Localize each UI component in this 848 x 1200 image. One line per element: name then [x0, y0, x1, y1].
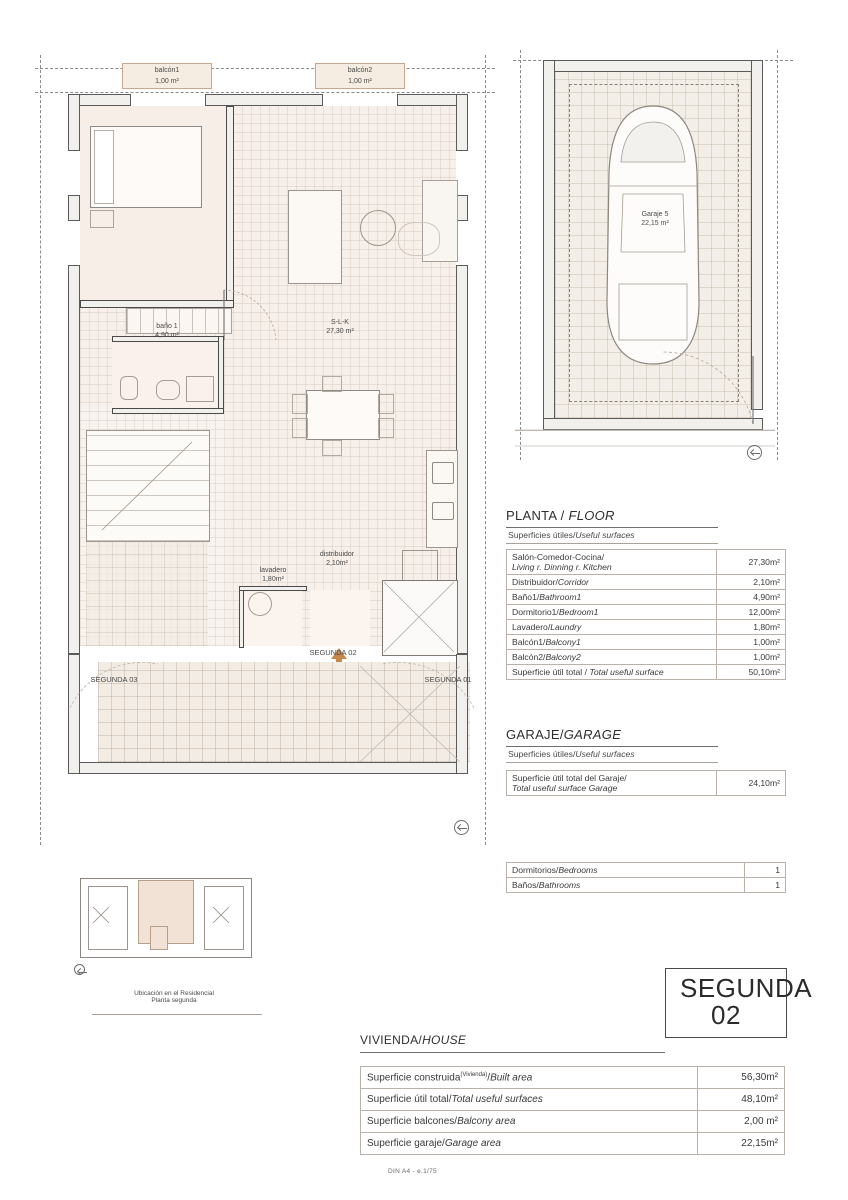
nightstand-left: [90, 210, 114, 228]
row-label-en: Total useful surface: [589, 667, 664, 677]
floor-surfaces-table: [506, 549, 786, 680]
floor-table-subtitle: [508, 530, 635, 540]
row-label-es-tail: /: [487, 1072, 491, 1084]
bathroom-1-name: baño 1: [156, 323, 178, 330]
room-counts-table: [506, 862, 786, 893]
floor-title-rule: [506, 527, 718, 528]
laundry-label: [236, 566, 310, 584]
house-title-rule: [360, 1052, 665, 1053]
table-row: [507, 650, 786, 665]
exterior-wall-top: [68, 94, 468, 106]
row-label-es-small: (Vivienda): [460, 1072, 488, 1078]
row-unit: m²: [766, 1116, 778, 1128]
balcony-2-name: balcón2: [347, 67, 373, 74]
row-label-es: Superficie balcones/: [367, 1116, 458, 1128]
bedroom-partition-right: [226, 106, 234, 306]
floor-table-title: PLANTA / FLOOR: [506, 508, 615, 523]
row-label-en: Corridor: [557, 577, 589, 587]
balcony-door-2: [322, 94, 398, 106]
floor-title-es: PLANTA: [506, 508, 557, 523]
row-label-es: Salón-Comedor-Cocina/: [512, 552, 605, 562]
dining-chair-6: [322, 440, 342, 456]
garage-area: 22,15 m²: [641, 220, 669, 227]
row-label-en: Bedrooms: [558, 865, 598, 875]
slk-name: S-L-K: [331, 319, 349, 326]
garage-subtitle-rule: [506, 762, 718, 763]
house-table-title: [360, 1033, 466, 1047]
row-value: 2,00: [744, 1116, 767, 1128]
table-row: [361, 1089, 785, 1111]
bed-pillow: [94, 130, 114, 204]
corridor-area: [310, 590, 370, 646]
unit-marker-segunda-03: SEGUNDA 03: [90, 675, 138, 684]
balcony-2-area: 1,00 m²: [348, 78, 372, 85]
garage-door-swing: [655, 350, 755, 426]
keyplan: [70, 872, 260, 962]
row-unit: m²: [766, 1138, 778, 1150]
laundry-wall-left: [239, 586, 244, 648]
garage-wall-top: [543, 60, 763, 72]
row-value: 12,00: [748, 607, 770, 617]
table-row: [507, 575, 786, 590]
lift-cross: [382, 580, 456, 654]
balcony-1-area: 1,00 m²: [155, 78, 179, 85]
floorplan-drawing: [30, 50, 500, 850]
row-label-es: Superficie útil total/: [367, 1094, 452, 1106]
floor-title-en: FLOOR: [568, 508, 615, 523]
unit-marker-segunda-01: SEGUNDA 01: [424, 675, 472, 684]
row-label-en: Garage area: [444, 1138, 501, 1150]
bathroom-wall-bottom: [112, 408, 224, 414]
sofa: [288, 190, 342, 284]
garage-label: [610, 210, 700, 228]
laundry-area: 1,80m²: [262, 576, 284, 583]
row-unit: m²: [766, 1072, 778, 1084]
slk-label: [300, 318, 380, 336]
row-label-en: Total useful surface Garage: [512, 783, 618, 793]
window-left-2: [68, 220, 80, 266]
balcony-1-name: balcón1: [154, 67, 180, 74]
garage-title-es: GARAJE/: [506, 727, 564, 742]
slk-area: 27,30 m²: [326, 328, 354, 335]
row-unit: m²: [769, 577, 780, 587]
garage-table-title: [506, 727, 621, 742]
garage-title-rule: [506, 746, 718, 747]
dining-chair-2: [292, 418, 308, 438]
table-row: [507, 620, 786, 635]
row-label-es: Baño1/: [512, 592, 540, 602]
row-label-en: Laundry: [550, 622, 582, 632]
garage-drawing: [505, 50, 805, 470]
balcony-1: [122, 63, 212, 89]
row-unit: m²: [769, 778, 780, 788]
north-arrow-floorplan: [454, 820, 469, 835]
landing-tiling: [86, 542, 208, 646]
row-label-es: Baños/: [512, 880, 539, 890]
window-left-1: [68, 150, 80, 196]
keyplan-cross-left: [92, 906, 110, 924]
row-value: 56,30: [741, 1072, 767, 1084]
unit-badge-line2: 02: [711, 1000, 741, 1030]
dining-chair-5: [322, 376, 342, 392]
coffee-table: [360, 210, 396, 246]
keyplan-caption-line2: Planta segunda: [151, 997, 197, 1004]
row-label-es: Lavadero/: [512, 622, 551, 632]
row-label-en: Bathrooms: [538, 880, 581, 890]
row-label-en: Balcony2: [545, 652, 581, 662]
corridor-label: [292, 550, 382, 568]
terrace-wall-bottom: [68, 762, 468, 774]
row-unit: m²: [769, 622, 780, 632]
floor-subtitle-en: Useful surfaces: [575, 530, 635, 540]
north-arrow-garage: [747, 445, 762, 460]
row-label-es: Balcón1/: [512, 637, 546, 647]
floor-subtitle-rule: [506, 543, 718, 544]
row-label-es: Dormitorio1/: [512, 607, 559, 617]
table-row: [361, 1111, 785, 1133]
row-label-en: Living r. Dinning r. Kitchen: [512, 562, 612, 572]
keyplan-cross-right: [212, 906, 230, 924]
neighbour-arc-right: [378, 660, 474, 708]
row-label-es: Dormitorios/: [512, 865, 559, 875]
row-value: 1,80: [753, 622, 770, 632]
row-value: 27,30: [748, 557, 770, 567]
bathroom-1-area: 4,90 m²: [155, 332, 179, 339]
dining-table: [306, 390, 380, 440]
house-title-en: HOUSE: [422, 1033, 467, 1047]
row-label-es: Superficie construida: [367, 1072, 461, 1084]
bedroom-door-swing: [222, 288, 278, 344]
row-unit: m²: [769, 592, 780, 602]
house-summary-table: [360, 1066, 785, 1155]
table-row: [507, 605, 786, 620]
floor-subtitle-es: Superficies útiles/: [508, 530, 576, 540]
keyplan-caption-line1: Ubicación en el Residencial: [134, 990, 214, 997]
neighbour-arc-left: [70, 660, 160, 708]
table-row: [507, 635, 786, 650]
toilet-fixture: [120, 376, 138, 400]
unit-badge: [665, 968, 813, 1038]
garage-subtitle-en: Useful surfaces: [575, 749, 635, 759]
plant-decor: [398, 222, 440, 256]
keyplan-caption-rule: [92, 1014, 262, 1015]
row-label-es: Superficie útil total /: [512, 667, 590, 677]
unit-marker-segunda-02: SEGUNDA 02: [309, 648, 357, 657]
row-label-en: Balcony area: [457, 1116, 516, 1128]
laundry-name: lavadero: [259, 567, 287, 574]
row-label-es: Superficie garaje/: [367, 1138, 445, 1150]
car-icon: [589, 102, 717, 370]
hob-icon: [432, 462, 454, 484]
north-arrow-keyplan: [74, 964, 85, 975]
row-value: 48,10: [741, 1094, 767, 1106]
row-value: 1,00: [753, 652, 770, 662]
table-row: [507, 550, 786, 575]
row-value: 24,10: [748, 778, 770, 788]
row-label-en: Balcony1: [545, 637, 581, 647]
row-unit: m²: [766, 1094, 778, 1106]
row-value: 22,15: [741, 1138, 767, 1150]
row-unit: m²: [769, 652, 780, 662]
row-unit: m²: [769, 637, 780, 647]
house-title-es: VIVIENDA/: [360, 1033, 423, 1047]
stair-direction-arrow: [86, 430, 208, 540]
table-row: [507, 878, 786, 893]
unit-badge-line1: SEGUNDA: [680, 973, 813, 1003]
row-value: 50,10: [748, 667, 770, 677]
scale-note: DIN A4 - e.1/75: [388, 1168, 437, 1175]
keyplan-caption: [94, 990, 254, 1004]
sink-icon: [432, 502, 454, 520]
shower-fixture: [186, 376, 214, 402]
garage-wall-left: [543, 60, 555, 430]
sink-fixture: [156, 380, 180, 400]
corridor-name: distribuidor: [319, 551, 355, 558]
row-label-en: Total useful surfaces: [451, 1094, 543, 1106]
table-row: [361, 1067, 785, 1089]
table-row-total: [507, 665, 786, 680]
row-label-en: Bedroom1: [558, 607, 599, 617]
garage-subtitle-es: Superficies útiles/: [508, 749, 576, 759]
row-value: 1: [775, 880, 780, 890]
row-value: 1,00: [753, 637, 770, 647]
bathroom-1-label: [130, 322, 204, 340]
garage-name: Garaje 5: [641, 211, 669, 218]
row-label-es: Superficie útil total del Garaje/: [512, 773, 627, 783]
row-label-es: Distribuidor/: [512, 577, 558, 587]
row-unit: m²: [769, 557, 780, 567]
row-label-en: Bathroom1: [539, 592, 582, 602]
row-value: 1: [775, 865, 780, 875]
row-unit: m²: [769, 667, 780, 677]
keyplan-highlight-tail: [150, 926, 168, 950]
dining-chair-3: [378, 394, 394, 414]
row-label-es: Balcón2/: [512, 652, 546, 662]
row-value: 2,10: [753, 577, 770, 587]
table-row: [507, 863, 786, 878]
balcony-2: [315, 63, 405, 89]
table-row: [507, 771, 786, 796]
row-value: 4,90: [753, 592, 770, 602]
bedroom-partition-bottom: [80, 300, 234, 308]
row-unit: m²: [769, 607, 780, 617]
dining-chair-1: [292, 394, 308, 414]
balcony-door-1: [130, 94, 206, 106]
dining-chair-4: [378, 418, 394, 438]
garage-surfaces-table: [506, 770, 786, 796]
laundry-wall-top: [239, 586, 307, 591]
corridor-area: 2,10m²: [326, 560, 348, 567]
washer-icon: [248, 592, 272, 616]
garage-title-en: GARAGE: [563, 727, 622, 742]
bathroom-wall-right: [218, 336, 224, 412]
garage-access-lines: [515, 426, 775, 466]
row-label-en: Built area: [490, 1072, 533, 1084]
table-row: [507, 590, 786, 605]
table-row: [361, 1133, 785, 1155]
garage-table-subtitle: [508, 749, 635, 759]
